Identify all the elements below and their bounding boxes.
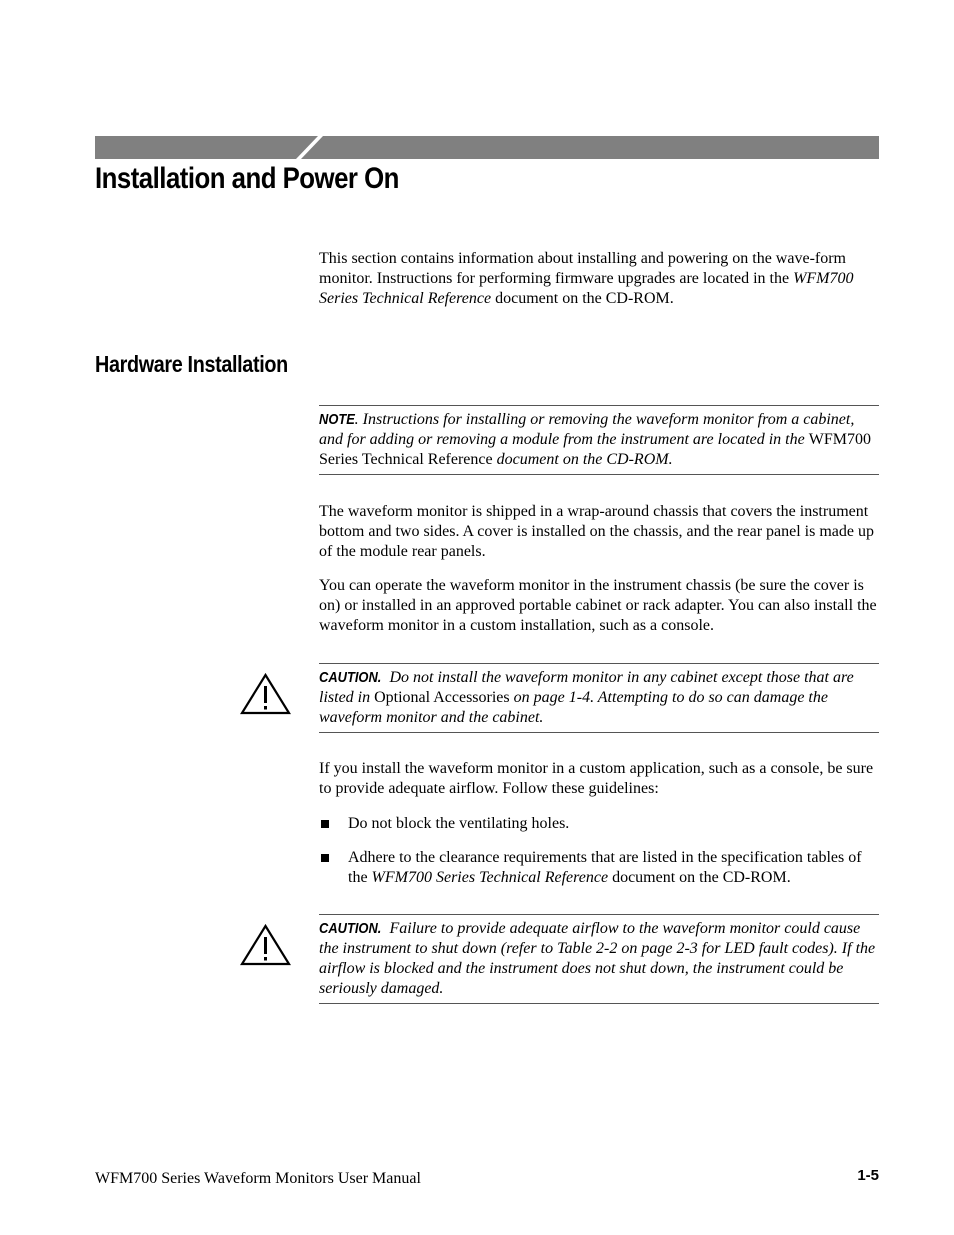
list-item bbox=[319, 814, 883, 834]
footer-manual-title: WFM700 Series Waveform Monitors User Manual bbox=[95, 1170, 421, 1187]
paragraph-custom bbox=[319, 759, 881, 799]
list-item-text: Do not block the ventilating holes. bbox=[348, 815, 570, 832]
caution-text: Failure to provide adequate airflow to the waveform monitor could cause the instrument to shut down (refer to Table 2-2 on page 2-3 for LED fault codes). If the airflow is blocked and the instrument does not shut down, the instrument could be seriously damaged. bbox=[319, 920, 876, 997]
caution-reference: Optional Accessories bbox=[374, 689, 510, 706]
paragraph-operate bbox=[319, 576, 881, 636]
list-item-text-end: document on the CD-ROM. bbox=[608, 869, 791, 886]
list-item-reference: WFM700 Series Technical Reference bbox=[371, 869, 609, 886]
intro-text-end: document on the CD-ROM. bbox=[491, 290, 674, 307]
footer-page-number: 1-5 bbox=[857, 1167, 879, 1184]
section-title: Hardware Installation bbox=[95, 351, 288, 377]
caution-text-end: on page 1-4. Attempting to do so can damage the waveform monitor and the cabinet. bbox=[319, 689, 828, 726]
list-item-text: Adhere to the clearance requirements that are listed in the specification tables of the bbox=[348, 849, 862, 886]
note-reference: WFM700 Series Technical Reference bbox=[319, 431, 871, 468]
paragraph-chassis bbox=[319, 502, 881, 562]
note-box bbox=[319, 405, 879, 475]
paragraph-custom-text: If you install the waveform monitor in a custom application, such as a console, be sure to provide adequate airflow. Follow these guidelines: bbox=[319, 760, 874, 797]
caution-label: CAUTION. bbox=[319, 920, 382, 937]
intro-paragraph bbox=[319, 249, 881, 309]
note-text: . Instructions for installing or removing the waveform monitor from a cabinet, and for adding or removing a module from the instrument are located in the bbox=[319, 411, 855, 448]
caution-box-cabinet bbox=[319, 663, 879, 733]
note-text-end: document on the CD-ROM. bbox=[492, 451, 673, 468]
square-bullet-icon bbox=[321, 854, 329, 862]
paragraph-chassis-text: The waveform monitor is shipped in a wrap-around chassis that covers the instrument bottom and two sides. A cover is installed on the chassis, and the rear panel is made up of the module rear panels. bbox=[319, 503, 874, 560]
paragraph-operate-text: You can operate the waveform monitor in the instrument chassis (be sure the cover is on) or installed in an approved portable cabinet or rack adapter. You can also install the waveform monitor in a custom installation, such as a console. bbox=[319, 577, 877, 634]
warning-triangle-icon bbox=[239, 672, 292, 716]
square-bullet-icon bbox=[321, 820, 329, 828]
note-label: NOTE bbox=[319, 411, 355, 428]
warning-triangle-icon bbox=[239, 923, 292, 967]
list-item bbox=[319, 848, 883, 888]
intro-text: This section contains information about installing and powering on the wave-form monitor. Instructions for performing firmware upgrades are located in the bbox=[319, 250, 846, 287]
caution-box-airflow bbox=[319, 914, 879, 1004]
caution-text: Do not install the waveform monitor in any cabinet except those that are listed in bbox=[319, 669, 854, 706]
chapter-header-bar bbox=[95, 136, 879, 159]
guidelines-list bbox=[319, 814, 883, 888]
caution-label: CAUTION. bbox=[319, 669, 382, 686]
intro-reference: WFM700 Series Technical Reference bbox=[319, 270, 854, 307]
chapter-title: Installation and Power On bbox=[95, 162, 399, 195]
